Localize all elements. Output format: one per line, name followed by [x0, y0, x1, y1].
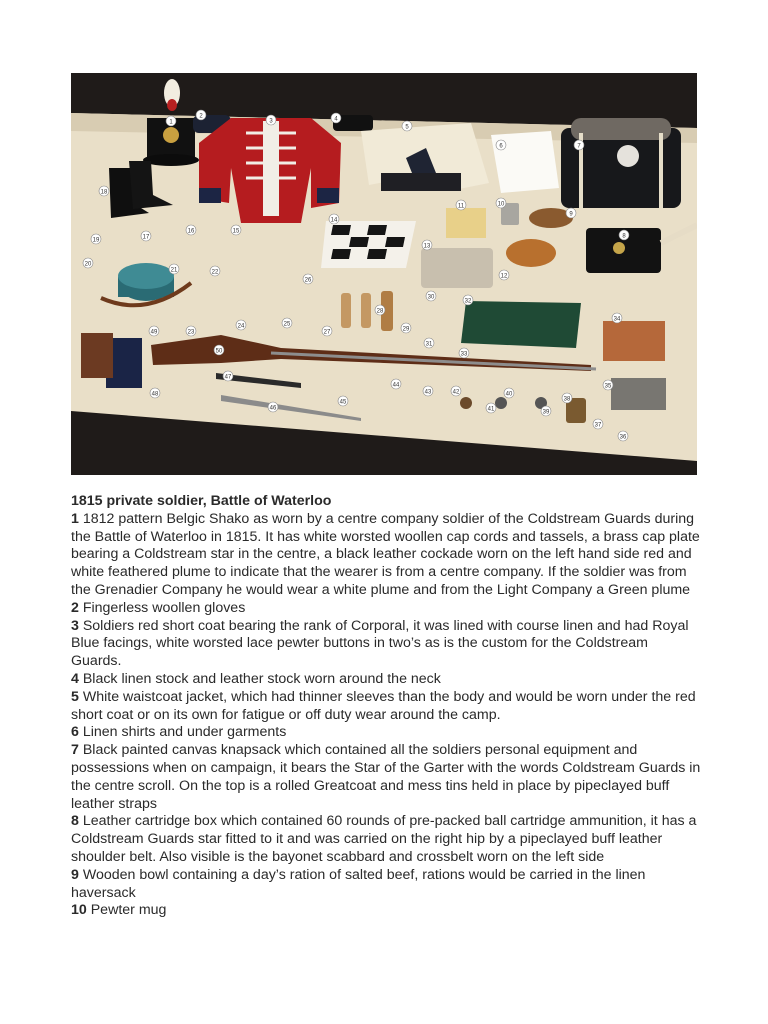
item-number-label-text: 33 — [460, 351, 468, 358]
caption-item — [71, 600, 701, 618]
item-number-label — [593, 419, 603, 429]
cartridge-block-icon — [603, 321, 665, 361]
item-number-label-text: 36 — [619, 434, 627, 441]
small-item-icon — [460, 397, 472, 409]
item-number-label — [231, 225, 241, 235]
item-number-label-text: 49 — [150, 329, 158, 336]
item-number-label-text: 27 — [323, 329, 331, 336]
item-number-label-text: 14 — [330, 217, 338, 224]
brush-icon — [361, 293, 371, 328]
item-number-label — [499, 270, 509, 280]
item-number-label — [603, 380, 613, 390]
item-number-label — [141, 231, 151, 241]
item-number-label — [566, 208, 576, 218]
caption-title: 1815 private soldier, Battle of Waterloo — [71, 493, 332, 509]
item-number-label — [236, 320, 246, 330]
caption-item-text: 1812 pattern Belgic Shako as worn by a centre company soldier of the Coldstream Guards during the Battle of Waterloo in 1815. It has white worsted woollen cap cords and tassels, a brass cap plate bearing a Coldstream star in the centre, a black leather cockade worn on the left hand side red and white feathered plume to indicate that the wearer is from a centre company. If the soldier was from the Grenadier Company he would wear a white plume and from the Light Company a Green plume — [71, 510, 700, 598]
caption-item-number: 10 — [71, 902, 87, 919]
item-number-label-text: 42 — [452, 389, 460, 396]
caption-items — [71, 511, 701, 920]
caption-item-text: Soldiers red short coat bearing the rank of Corporal, it was lined with course linen and had Royal Blue facings, white worsted lace pewter buttons in two’s as is the custom for the Coldstream Guards. — [71, 617, 689, 670]
item-number-label-text: 39 — [542, 409, 550, 416]
item-number-label — [391, 379, 401, 389]
item-number-label — [402, 121, 412, 131]
item-number-label-text: 17 — [142, 234, 150, 241]
item-number-label-text: 23 — [187, 329, 195, 336]
item-number-label — [496, 140, 506, 150]
item-number-label-text: 44 — [392, 382, 400, 389]
item-number-label-text: 29 — [402, 326, 410, 333]
equipment-photo-icon — [71, 73, 697, 475]
item-number-label — [562, 393, 572, 403]
book-icon — [81, 333, 113, 378]
item-number-label — [496, 198, 506, 208]
item-number-label — [463, 295, 473, 305]
item-number-label — [83, 258, 93, 268]
caption-item — [71, 671, 701, 689]
item-number-label — [424, 338, 434, 348]
item-number-label-text: 4 — [334, 116, 338, 123]
item-number-label-text: 31 — [425, 341, 433, 348]
item-number-label — [282, 318, 292, 328]
item-number-label-text: 10 — [497, 201, 505, 208]
item-number-label-text: 2 — [199, 113, 203, 120]
caption-item-number: 8 — [71, 813, 79, 830]
item-number-label-text: 5 — [405, 124, 409, 131]
item-number-label — [196, 110, 206, 120]
small-item-icon — [495, 397, 507, 409]
caption-item-text: Fingerless woollen gloves — [78, 599, 246, 616]
item-number-label — [574, 140, 584, 150]
item-number-label — [541, 406, 551, 416]
item-number-label — [266, 115, 276, 125]
item-number-label-text: 21 — [170, 267, 178, 274]
caption-item-text: Leather cartridge box which contained 60 rounds of pre-packed ball cartridge ammunition, it has a Coldstream Guards star fitted to it and was carried on the right hip by a pipeclayed buff leather shoulder belt. Also visible is the bayonet scabbard and crossbelt worn on the left side — [71, 813, 697, 865]
caption-item — [71, 689, 701, 725]
item-number-label-text: 50 — [215, 348, 223, 355]
chessboard-icon — [321, 221, 416, 268]
caption-item-number: 4 — [71, 670, 79, 687]
caption-item-text: Linen shirts and under garments — [78, 724, 287, 741]
item-number-label-text: 46 — [269, 405, 277, 412]
caption-item-number: 3 — [71, 617, 79, 634]
haversack-icon — [421, 248, 493, 288]
item-number-label-text: 43 — [424, 389, 432, 396]
item-number-label-text: 37 — [594, 422, 602, 429]
item-number-label-text: 40 — [505, 391, 513, 398]
item-number-label — [619, 230, 629, 240]
caption-item-number: 1 — [71, 510, 79, 527]
item-number-label-text: 28 — [376, 308, 384, 315]
item-number-label — [169, 264, 179, 274]
item-number-label-text: 8 — [622, 233, 626, 240]
cheese-icon — [446, 208, 486, 238]
caption-item-number: 6 — [71, 724, 79, 741]
item-number-label — [210, 266, 220, 276]
item-number-label — [375, 305, 385, 315]
item-number-label-text: 22 — [211, 269, 219, 276]
item-number-label-text: 3 — [269, 118, 273, 125]
item-number-label — [423, 386, 433, 396]
item-number-label — [91, 234, 101, 244]
caption-item-number: 5 — [71, 688, 79, 705]
item-number-label-text: 1 — [169, 119, 173, 126]
caption-item — [71, 867, 701, 903]
item-number-label — [268, 402, 278, 412]
item-number-label — [303, 274, 313, 284]
caption-item — [71, 724, 701, 742]
sewing-kit-icon — [461, 301, 581, 348]
item-number-label — [214, 345, 224, 355]
caption-item — [71, 902, 701, 920]
caption-item-text: Black painted canvas knapsack which contained all the soldiers personal equipment and possessions when on campaign, it bears the Star of the Garter with the words Coldstream Guards in the centre scroll. On the top is a rolled Greatcoat and mess tins held in place by pipeclayed buff leather straps — [71, 742, 701, 812]
item-number-label-text: 41 — [487, 406, 495, 413]
item-number-label — [186, 326, 196, 336]
item-number-label-text: 26 — [304, 277, 312, 284]
item-number-label — [331, 113, 341, 123]
knapsack-icon — [561, 118, 681, 208]
item-number-label-text: 32 — [464, 298, 472, 305]
bread-icon — [506, 239, 556, 267]
caption-item-text: White waistcoat jacket, which had thinner sleeves than the body and would be worn under the red short coat or on its own for fatigue or off duty wear around the camp. — [71, 688, 696, 723]
tin-icon — [118, 263, 174, 301]
item-number-label — [504, 388, 514, 398]
item-number-label-text: 12 — [500, 273, 508, 280]
item-number-label — [186, 225, 196, 235]
item-number-label-text: 38 — [563, 396, 571, 403]
item-number-label — [99, 186, 109, 196]
item-number-label — [149, 326, 159, 336]
item-number-label — [486, 403, 496, 413]
item-number-label-text: 18 — [100, 189, 108, 196]
item-number-label — [422, 240, 432, 250]
item-number-label-text: 9 — [569, 211, 573, 218]
caption-item — [71, 813, 701, 866]
item-number-label-text: 11 — [457, 203, 465, 210]
item-number-label-text: 16 — [187, 228, 195, 235]
item-number-label-text: 25 — [283, 321, 291, 328]
item-number-label — [166, 116, 176, 126]
item-number-label — [618, 431, 628, 441]
tin-box-icon — [611, 378, 666, 410]
item-number-label-text: 30 — [427, 294, 435, 301]
waistcoat-icon — [361, 123, 489, 191]
item-number-label-text: 45 — [339, 399, 347, 406]
item-number-label-text: 47 — [224, 374, 232, 381]
item-number-label-text: 24 — [237, 323, 245, 330]
item-number-label — [338, 396, 348, 406]
caption-item — [71, 511, 701, 600]
item-number-label-text: 19 — [92, 237, 100, 244]
item-number-label — [456, 200, 466, 210]
item-number-label — [426, 291, 436, 301]
caption-item — [71, 742, 701, 813]
brush-icon — [341, 293, 351, 328]
caption-item-number: 9 — [71, 866, 79, 883]
item-number-label-text: 13 — [423, 243, 431, 250]
caption-item — [71, 618, 701, 671]
item-number-label — [322, 326, 332, 336]
item-number-label-text: 15 — [232, 228, 240, 235]
item-number-label-text: 48 — [151, 391, 159, 398]
caption-item-text: Pewter mug — [86, 902, 167, 919]
caption-item-number: 2 — [71, 599, 79, 616]
item-number-label-text: 6 — [499, 143, 503, 150]
item-number-label — [459, 348, 469, 358]
item-number-label — [329, 214, 339, 224]
item-number-label — [223, 371, 233, 381]
item-number-label — [612, 313, 622, 323]
item-number-label — [401, 323, 411, 333]
caption-text — [71, 493, 701, 920]
caption-item-text: Black linen stock and leather stock worn around the neck — [78, 670, 441, 687]
item-number-label-text: 35 — [604, 383, 612, 390]
item-number-label — [150, 388, 160, 398]
caption-item-number: 7 — [71, 742, 79, 759]
caption-item-text: Wooden bowl containing a day’s ration of salted beef, rations would be carried in the linen haversack — [71, 866, 646, 901]
item-number-label-text: 20 — [84, 261, 92, 268]
item-number-label-text: 34 — [613, 316, 621, 323]
item-number-label-text: 7 — [577, 143, 581, 150]
equipment-photo — [71, 73, 697, 475]
item-number-label — [451, 386, 461, 396]
